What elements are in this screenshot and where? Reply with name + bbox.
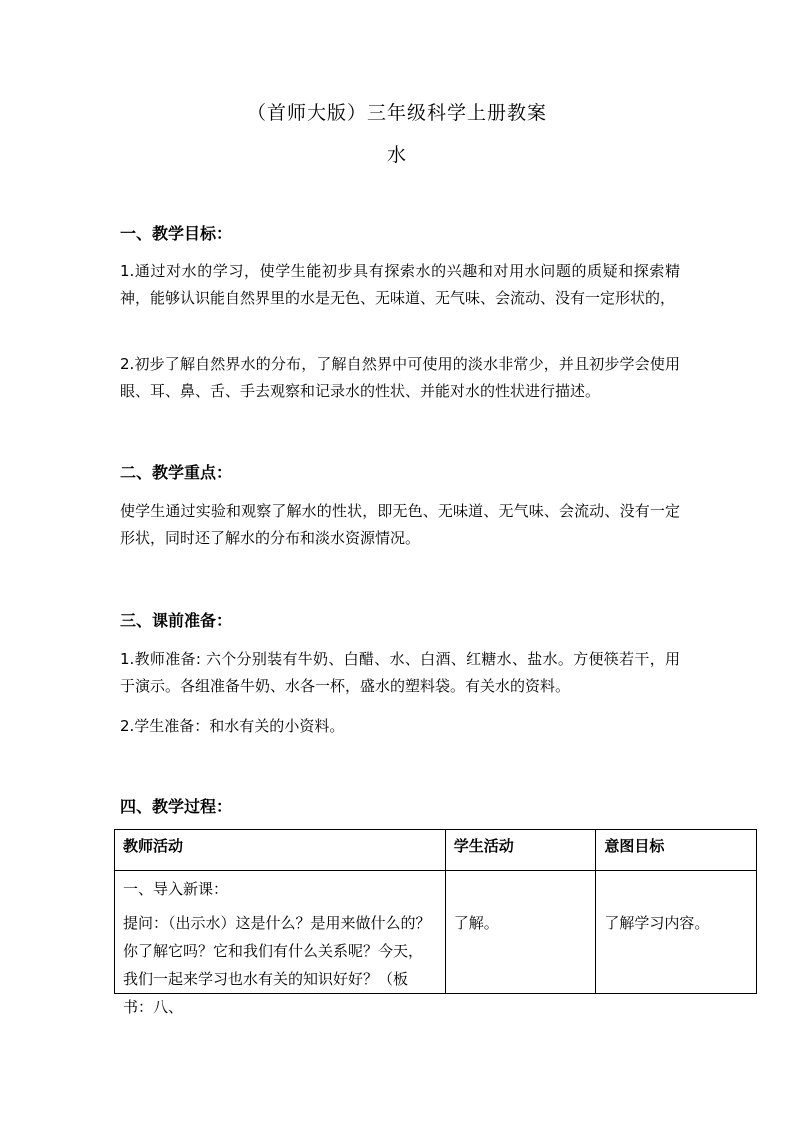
student-activity-cell (445, 871, 596, 994)
student-activity-text: 了解。 (453, 914, 499, 932)
goal-item-2: 2.初步了解自然界水的分布，了解自然界中可使用的淡水非常少，并且初步学会使用眼、耳、鼻、舌、手去观察和记录水的性状、并能对水的性状进行描述。 (120, 355, 680, 400)
table-header-row (115, 830, 757, 871)
header-student-activity: 学生活动 (445, 830, 596, 871)
section-heading-process: 四、教学过程： (120, 797, 233, 816)
intent-goal-text: 了解学习内容。 (604, 914, 710, 932)
teacher-activity-title: 一、导入新课： (123, 880, 229, 898)
document-title: （首师大版）三年级科学上册教案 (246, 102, 547, 124)
table-row (115, 871, 757, 994)
preparation-item-2: 2.学生准备：和水有关的小资料。 (120, 717, 345, 735)
preparation-item-1: 1.教师准备: 六个分别装有牛奶、白醋、水、白酒、红糖水、盐水。方便筷若干，用于演示。各组准备牛奶、水各一杯，盛水的塑料袋。有关水的资料。 (120, 650, 680, 695)
header-teacher-activity: 教师活动 (115, 830, 446, 871)
section-heading-goals: 一、教学目标： (120, 224, 233, 243)
key-points-text: 使学生通过实验和观察了解水的性状，即无色、无味道、无气味、会流动、没有一定形状，同时还了解水的分布和淡水资源情况。 (120, 502, 680, 547)
teacher-activity-text: 提问：（出示水）这是什么？是用来做什么的？你了解它吗？它和我们有什么关系呢？今天，我们一起来学习也水有关的知识好好？（板书：八、 (123, 914, 431, 1016)
document-subtitle: 水 (386, 144, 407, 166)
teaching-process-table (114, 829, 757, 1016)
intent-goal-cell (596, 871, 757, 994)
section-heading-key-points: 二、教学重点： (120, 463, 233, 482)
teacher-activity-cell (115, 871, 446, 1016)
goal-item-1: 1.通过对水的学习，使学生能初步具有探索水的兴趣和对用水问题的质疑和探索精神，能够认识能自然界里的水是无色、无味道、无气味、会流动、没有一定形状的， (120, 262, 680, 307)
header-intent-goal: 意图目标 (596, 830, 757, 871)
section-heading-preparation: 三、课前准备： (120, 611, 233, 630)
